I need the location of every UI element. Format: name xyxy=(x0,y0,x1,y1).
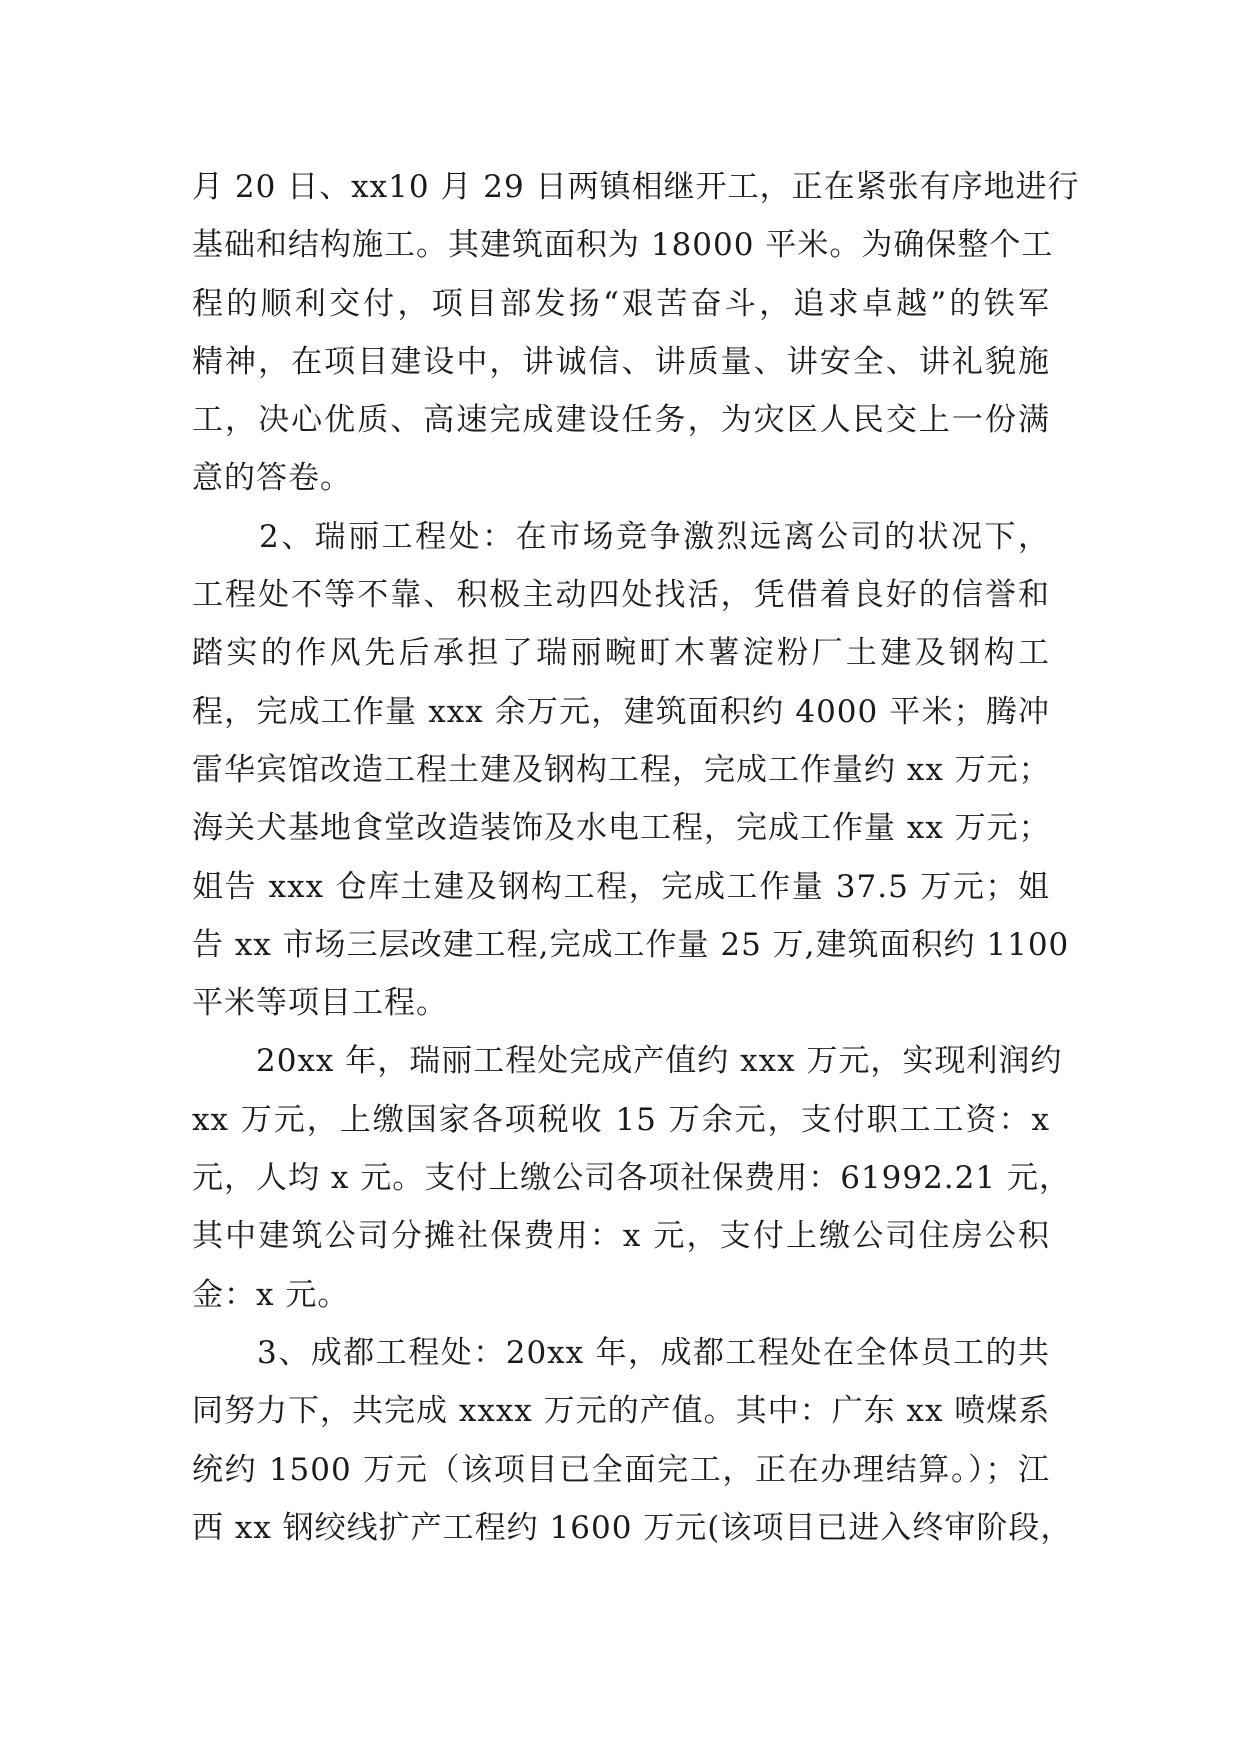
text-line: 元，人均 x 元。支付上缴公司各项社保费用：61992.21 元， xyxy=(192,1160,1071,1197)
text-line: 3、成都工程处：20xx 年，成都工程处在全体员工的共 xyxy=(192,1334,1050,1371)
text-line: 告 xx 市场三层改建工程,完成工作量 25 万,建筑面积约 1100 xyxy=(192,926,1070,963)
text-line: 程的顺利交付，项目部发扬“艰苦奋斗，追求卓越”的铁军 xyxy=(192,285,1050,322)
text-line: 工，决心优质、高速完成建设任务，为灾区人民交上一份满 xyxy=(192,402,1050,439)
text-line: 金：x 元。 xyxy=(192,1276,350,1313)
text-line: 精神，在项目建设中，讲诚信、讲质量、讲安全、讲礼貌施 xyxy=(192,343,1050,380)
paragraph xyxy=(192,508,1070,1033)
document-body xyxy=(192,158,1080,1557)
text-line: 基础和结构施工。其建筑面积为 18000 平米。为确保整个工 xyxy=(192,227,1054,264)
text-line: 雷华宾馆改造工程土建及钢构工程，完成工作量约 xx 万元； xyxy=(192,751,1051,788)
text-line: 2、瑞丽工程处：在市场竞争激烈远离公司的状况下， xyxy=(192,518,1050,555)
text-line: 平米等项目工程。 xyxy=(192,985,448,1022)
paragraph xyxy=(192,1324,1073,1557)
text-line: 其中建筑公司分摊社保费用：x 元，支付上缴公司住房公积 xyxy=(192,1218,1050,1255)
text-line: 同努力下，共完成 xxxx 万元的产值。其中：广东 xx 喷煤系 xyxy=(192,1393,1051,1430)
text-line: 海关犬基地食堂改造装饰及水电工程，完成工作量 xx 万元； xyxy=(192,810,1051,847)
text-line: 20xx 年，瑞丽工程处完成产值约 xxx 万元，实现利润约 xyxy=(192,1043,1063,1080)
text-line: 统约 1500 万元（该项目已全面完工，正在办理结算。）；江 xyxy=(192,1451,1050,1488)
text-line: 踏实的作风先后承担了瑞丽畹町木薯淀粉厂土建及钢构工 xyxy=(192,635,1050,672)
text-line: 西 xx 钢绞线扩产工程约 1600 万元(该项目已进入终审阶段， xyxy=(192,1509,1073,1546)
text-line: 意的答卷。 xyxy=(192,460,352,497)
text-line: xx 万元，上缴国家各项税收 15 万余元，支付职工工资：x xyxy=(192,1101,1050,1138)
text-line: 工程处不等不靠、积极主动四处找活，凭借着良好的信誉和 xyxy=(192,577,1050,614)
paragraph xyxy=(192,1032,1071,1323)
paragraph xyxy=(192,158,1080,508)
text-line: 姐告 xxx 仓库土建及钢构工程，完成工作量 37.5 万元；姐 xyxy=(192,868,1050,905)
text-line: 程，完成工作量 xxx 余万元，建筑面积约 4000 平米；腾冲 xyxy=(192,693,1050,730)
text-line: 月 20 日、xx10 月 29 日两镇相继开工，正在紧张有序地进行 xyxy=(192,169,1080,205)
